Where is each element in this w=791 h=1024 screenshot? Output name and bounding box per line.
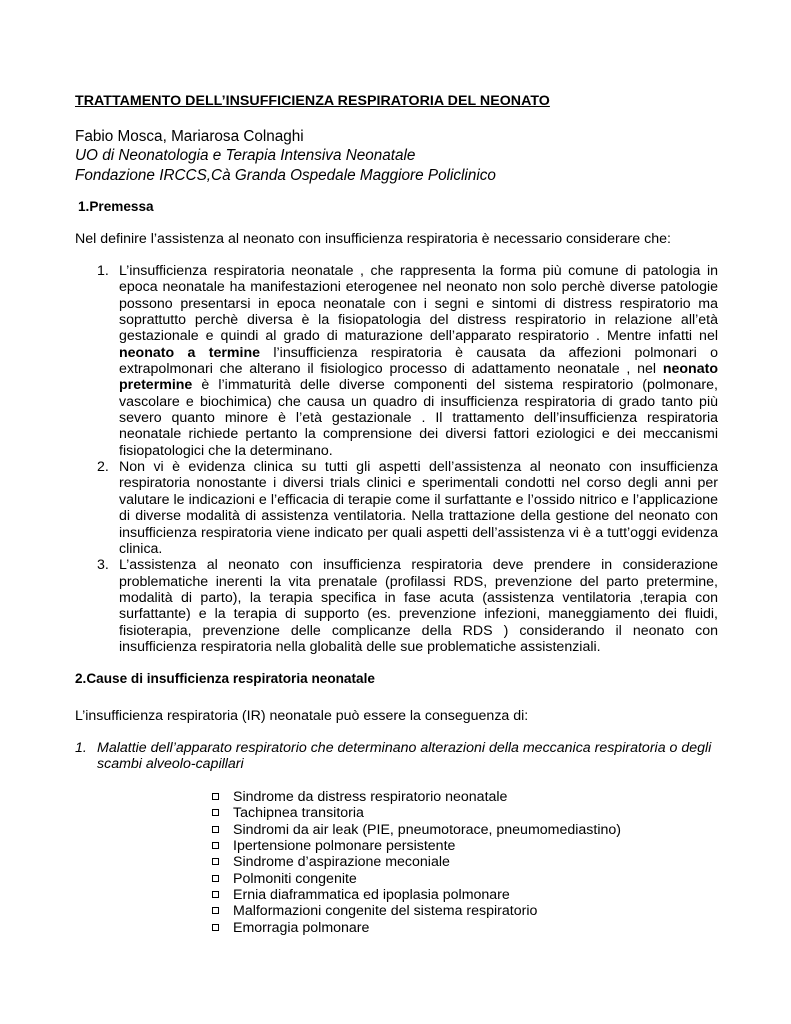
- list-item-text: Emorragia polmonare: [233, 919, 370, 936]
- list-item-text: Tachipnea transitoria: [233, 805, 364, 822]
- list-item-text: l’insufficienza respiratoria è causata da affezioni polmonari o extrapolmonari che alterano il fisiologico processo di adattamento neonatale , nel: [119, 344, 718, 378]
- list-item-text: Sindrome da distress respiratorio neonatale: [233, 789, 508, 805]
- section-intro-cause: L’insufficienza respiratoria (IR) neonatale può essere la conseguenza di:: [75, 708, 529, 724]
- list-item: [210, 822, 621, 838]
- authors: Fabio Mosca, Mariarosa Colnaghi: [75, 128, 304, 145]
- list-item: [210, 920, 621, 936]
- list-item: [210, 854, 621, 870]
- list-item: [210, 789, 621, 805]
- subitem-number: 1.: [75, 740, 87, 756]
- checkbox-bullet-icon: [212, 826, 219, 833]
- checkbox-bullet-icon: [212, 891, 219, 898]
- list-item-number: 1.: [97, 263, 109, 279]
- list-item-text: è l’immaturità delle diverse componenti del sistema respiratorio (polmonare, vascolare e biochimica) che causa un quadro di insufficienza respiratoria di grado tanto più severo quanto minore è l’età gestazionale . Il trattamento dell’insufficienza respiratoria neonatale richiede pertanto la comprensione dei diversi fattori eziologici e dei meccanismi fisiopatologici che la determinano.: [119, 377, 718, 459]
- checkbox-bullet-icon: [212, 809, 219, 816]
- author-block: [75, 127, 496, 185]
- bold-term: neonato a termine: [119, 344, 261, 361]
- cause-bullet-list: [210, 789, 621, 936]
- list-item: [210, 903, 621, 919]
- checkbox-bullet-icon: [212, 907, 219, 914]
- list-item-text: Ernia diaframmatica ed ipoplasia polmonare: [233, 887, 510, 904]
- list-item: [210, 805, 621, 821]
- list-item-number: 3.: [97, 557, 109, 574]
- list-item-text: Non vi è evidenza clinica su tutti gli aspetti dell’assistenza al neonato con insufficienza respiratoria nonostante i diversi trials clinici e sperimentali condotti nel corso degli anni per valutare le indicazioni e l’efficacia di terapie come il surfattante e l’ossido nitrico e l’applicazione di diverse modalità di assistenza ventilatoria. Nella trattazione della gestione del neonato con insufficienza respiratoria viene indicato per quali aspetti dell’assistenza vi è a tutt’oggi evidenza clinica.: [119, 459, 718, 557]
- section-intro-premessa: Nel definire l’assistenza al neonato con insufficienza respiratoria è necessario considerare che:: [75, 231, 671, 247]
- list-item: [97, 263, 718, 459]
- cause-subitem: [75, 740, 725, 773]
- list-item-text: Sindromi da air leak (PIE, pneumotorace, pneumomediastino): [233, 821, 621, 838]
- subitem-text: Malattie dell’apparato respiratorio che determinano alterazioni della meccanica respiratoria o degli scambi alveolo-capillari: [97, 740, 712, 773]
- list-item-text: Malformazioni congenite del sistema respiratorio: [233, 903, 538, 920]
- list-item: [97, 557, 718, 655]
- affiliation-institution: Fondazione IRCCS,Cà Granda Ospedale Maggiore Policlinico: [75, 166, 496, 184]
- checkbox-bullet-icon: [212, 875, 219, 882]
- checkbox-bullet-icon: [212, 842, 219, 849]
- checkbox-bullet-icon: [212, 858, 219, 865]
- list-item: [210, 871, 621, 887]
- document-title: TRATTAMENTO DELL’INSUFFICIENZA RESPIRATORIA DEL NEONATO: [75, 93, 550, 109]
- list-item-text: Sindrome d’aspirazione meconiale: [233, 854, 450, 871]
- checkbox-bullet-icon: [212, 924, 219, 931]
- checkbox-bullet-icon: [212, 793, 219, 800]
- section-heading-premessa: 1.Premessa: [78, 199, 154, 214]
- list-item-text: L’insufficienza respiratoria neonatale , che rappresenta la forma più comune di patologia in epoca neonatale ha manifestazioni eterogenee nel neonato non solo perchè diverse patologie possono presentarsi in epoca neonatale con i segni e sintomi di distress respiratorio ma soprattutto perchè diversa è la fisiopatologia del distress respiratorio in relazione all’età gestazionale e quindi al grado di maturazione dell’apparato respiratorio . Mentre infatti nel: [119, 263, 718, 345]
- list-item: [210, 887, 621, 903]
- bold-term: neonato pretermine: [119, 361, 718, 394]
- list-item-text: Polmoniti congenite: [233, 870, 357, 887]
- list-item: [210, 838, 621, 854]
- list-item-number: 2.: [97, 459, 109, 476]
- list-item-text: L’assistenza al neonato con insufficienza respiratoria deve prendere in considerazione problematiche inerenti la vita prenatale (profilassi RDS, prevenzione del parto pretermine, modalità di parto), la terapia specifica in fase acuta (assistenza ventilatoria ,terapia con surfattante) e la terapia di supporto (es. prevenzione infezioni, maneggiamento dei fluidi, fisioterapia, prevenzione delle complicanze della RDS ) considerando il neonato con insufficienza respiratoria nella globalità delle sue problematiche assistenziali.: [119, 557, 718, 655]
- section-heading-cause: 2.Cause di insufficienza respiratoria neonatale: [75, 671, 375, 686]
- list-item-text: Ipertensione polmonare persistente: [233, 838, 456, 855]
- list-item: [97, 459, 718, 557]
- premessa-list: [97, 263, 718, 655]
- affiliation-unit: UO di Neonatologia e Terapia Intensiva Neonatale: [75, 147, 416, 165]
